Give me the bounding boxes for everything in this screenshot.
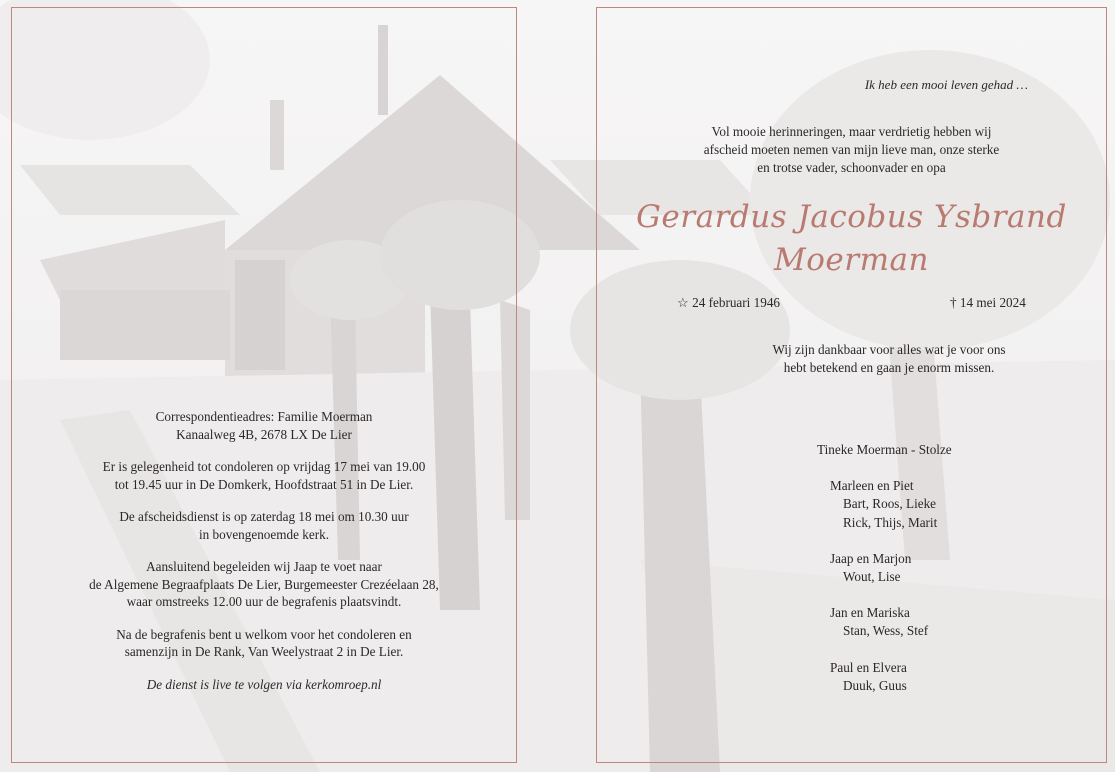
family-group [788, 477, 988, 532]
family-parents: Jan en Mariska [830, 605, 910, 621]
family-list [788, 441, 988, 713]
family-children: Duuk, Guus [843, 677, 907, 693]
service-info: De afscheidsdienst is op zaterdag 18 mei om 10.30 uur in bovengenoemde kerk. [119, 509, 409, 542]
family-parents: Paul en Elvera [830, 659, 907, 675]
death-date: † 14 mei 2024 [950, 295, 1026, 310]
left-page-text [11, 408, 517, 708]
reception-info: Na de begrafenis bent u welkom voor het condoleren en samenzijn in De Rank, Van Weelystraat 2 in De Lier. [116, 626, 412, 659]
birth-date: ☆ 24 februari 1946 [677, 295, 781, 310]
thanks-text: Wij zijn dankbaar voor alles wat je voor ons hebt betekend en gaan je enorm missen. [772, 342, 1006, 375]
deceased-given-names: Gerardus Jacobus Ysbrand [636, 199, 1067, 235]
burial-info: Aansluitend begeleiden wij Jaap te voet naar de Algemene Begraafplaats De Lier, Burgemeester Crezéelaan 28, waar omstreeks 12.00 uur de begrafenis plaatsvindt. [89, 559, 439, 609]
motto: Ik heb een mooi leven gehad … [864, 77, 1028, 92]
family-group [788, 604, 988, 640]
family-children: Rick, Thijs, Marit [843, 514, 938, 530]
family-children: Bart, Roos, Lieke [843, 496, 937, 512]
correspondence-address: Correspondentieadres: Familie Moerman Kanaalweg 4B, 2678 LX De Lier [155, 409, 373, 442]
livestream-info: De dienst is live te volgen via kerkomroep.nl [146, 676, 382, 692]
family-parents: Jaap en Marjon [830, 550, 912, 566]
family-parents: Marleen en Piet [830, 478, 914, 494]
family-group [788, 659, 988, 695]
widow-name: Tineke Moerman - Stolze [817, 442, 952, 457]
intro-text: Vol mooie herinneringen, maar verdrietig hebben wij afscheid moeten nemen van mijn lieve man, onze sterke en trotse vader, schoonvader en opa [703, 124, 1000, 176]
family-children: Wout, Lise [843, 569, 901, 585]
family-group [788, 550, 988, 586]
family-children: Stan, Wess, Stef [843, 623, 929, 639]
deceased-surname: Moerman [774, 242, 929, 278]
condolence-info: Er is gelegenheid tot condoleren op vrijdag 17 mei van 19.00 tot 19.45 uur in De Domkerk, Hoofdstraat 51 in De Lier. [102, 459, 426, 492]
